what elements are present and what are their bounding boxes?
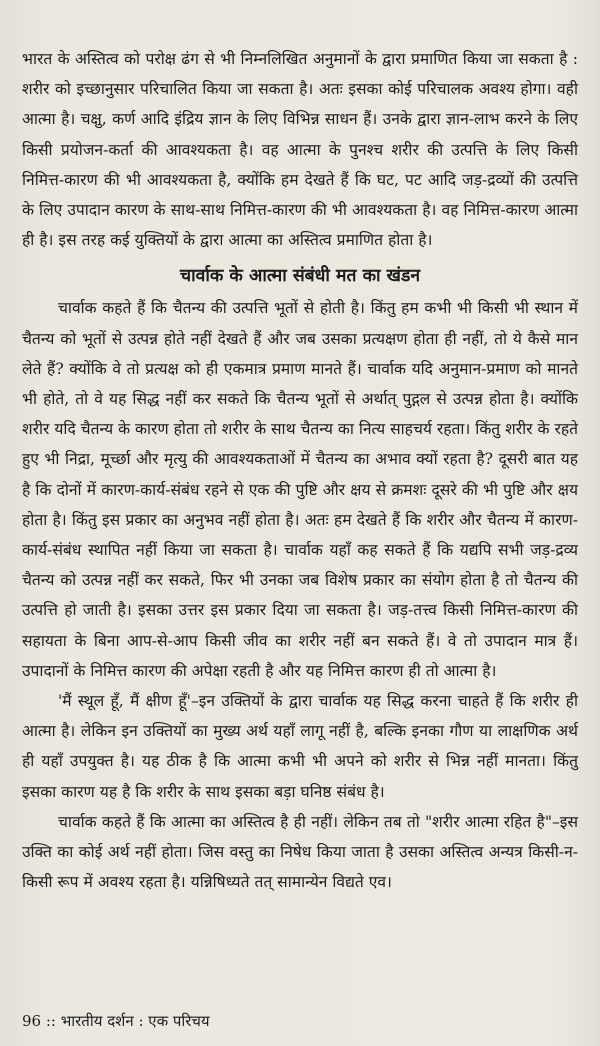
paragraph-atma-astitva: चार्वाक कहते हैं कि आत्मा का अस्तित्व है ही नहीं। लेकिन तब तो "शरीर आत्मा रहित है"–इस उक्ति का कोई अर्थ नहीं होता। जिस वस्तु का निषेध किया जाता है उसका अस्तित्व अन्यत्र किसी-न-किसी रूप में अवश्य रहता है। यन्निषिध्यते तत् सामान्येन विद्यते एव।: [22, 812, 578, 892]
paragraph-sthool-ksheen: 'मैं स्थूल हूँ, मैं क्षीण हूँ'–इन उक्तियों के द्वारा चार्वाक यह सिद्ध करना चाहते हैं कि शरीर ही आत्मा है। लेकिन इन उक्तियों का मुख्य अर्थ यहाँ लागू नहीं है, बल्कि इनका गौण या लाक्षणिक अर्थ ही यहाँ उपयुक्त है। यह ठीक है कि आत्मा कभी भी अपने को शरीर से भिन्न नहीं मानता। किंतु इसका कारण यह है कि शरीर के साथ इसका बड़ा घनिष्ठ संबंध है।: [22, 692, 578, 801]
paragraph-charvaka-chaitanya: चार्वाक कहते हैं कि चैतन्य की उत्पत्ति भूतों से होती है। किंतु हम कभी भी किसी भी स्थान में चैतन्य को भूतों से उत्पन्न होते नहीं देखते हैं और जब उसका प्रत्यक्षण होता ही नहीं, तो ये कैसे मान लेते हैं? क्योंकि वे तो प्रत्यक्ष को ही एकमात्र प्रमाण मानते हैं। चार्वाक यदि अनुमान-प्रमाण को मानते भी होते, तो वे यह सिद्ध नहीं कर सकते कि चैतन्य भूतों से अर्थात् पुद्गल से उत्पन्न होता है। क्योंकि शरीर यदि चैतन्य के कारण होता तो शरीर के साथ चैतन्य का नित्य साहचर्य रहता। किंतु शरीर के रहते हुए भी निद्रा, मूर्च्छा और मृत्यु की आवश्यकताओं में चैतन्य का अभाव क्यों रहता है? दूसरी बात यह है कि दोनों में कारण-कार्य-संबंध रहने से एक की पुष्टि और क्षय से क्रमशः दूसरे की भी पुष्टि और क्षय होता है। किंतु इस प्रकार का अनुभव नहीं होता है। अतः हम देखते हैं कि शरीर और चैतन्य में कारण-कार्य-संबंध स्थापित नहीं किया जा सकता है। चार्वाक यहाँ कह सकते हैं कि यद्यपि सभी जड़-द्रव्य चैतन्य को उत्पन्न नहीं कर सकते, फिर भी उनका जब विशेष प्रकार का संयोग होता है तो चैतन्य की उत्पत्ति हो जाती है। इसका उत्तर इस प्रकार दिया जा सकता है। जड़-तत्त्व किसी निमित्त-कारण की सहायता के बिना आप-से-आप किसी जीव का शरीर नहीं बन सकते हैं। वे तो उपादान मात्र हैं। उपादानों के निमित्त कारण की अपेक्षा रहती है और यह निमित्त कारण ही तो आत्मा है।: [22, 299, 578, 680]
section-heading: चार्वाक के आत्मा संबंधी मत का खंडन: [179, 266, 421, 287]
paragraph-atma-proof: भारत के अस्तित्व को परोक्ष ढंग से भी निम्नलिखित अनुमानों के द्वारा प्रमाणित किया जा सकता है : शरीर को इच्छानुसार परिचालित किया जा सकता है। अतः इसका कोई परिचालक अवश्य होगा। वही आत्मा है। चक्षु, कर्ण आदि इंद्रिय ज्ञान के लिए विभिन्न साधन हैं। उनके द्वारा ज्ञान-लाभ करने के लिए किसी प्रयोजन-कर्ता की आवश्यकता है। वह आत्मा के पुनश्च शरीर की उत्पत्ति के लिए किसी निमित्त-कारण की भी आवश्यकता है, क्योंकि हम देखते हैं कि घट, पट आदि जड़-द्रव्यों की उत्पत्ति के लिए उपादान कारण के साथ-साथ निमित्त-कारण की भी आवश्यकता है। वह निमित्त-कारण आत्मा ही है। इस तरह कई युक्तियों के द्वारा आत्मा का अस्तित्व प्रमाणित होता है।: [22, 50, 578, 250]
page-footer: 96 :: भारतीय दर्शन : एक परिचय: [22, 1012, 210, 1030]
